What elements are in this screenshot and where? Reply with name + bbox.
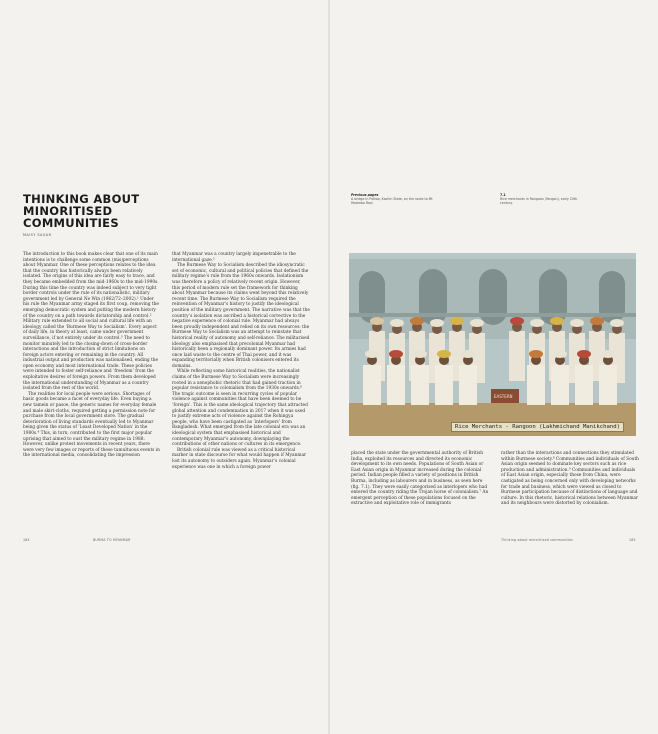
paragraph: The introduction to this book makes clear that one of its main intentions is to challenge some common (mis)perceptions about Myanmar. One of these perceptions relates to the idea that the country has historically always been relatively isolated. The origins of this idea are fairly easy to trace, and they became embedded from the mid-1960s to the mid-1990s. During this time the country was indeed subject to very tight border controls under the rule of its nationalistic, military government led by General Ne Win (1962/72–2002).¹ Under his rule the Myanmar army staged its first coup, removing the emerging democratic system and putting the modern history of the country on a path towards dictatorship and control.² Military rule extended to all social and cultural life with an ideology called the ‘Burmese Way to Socialism’. Every aspect of daily life, in theory at least, came under government surveillance, if not entirely under its control.³ The need to monitor minutely led to the closing-down of cross-border interactions and the introduction of strict limitations on foreign actors entering or remaining in the country. All industrial output and production was nationalised, ending the open economy and most international trade. These policies were intended to foster self-reliance and ‘freedom’ from the exploitative desires of foreign powers. From them developed the international understanding of Myanmar as a country isolated from the rest of the world. <box>23 252 159 392</box>
page-number: 185 <box>629 538 636 542</box>
page-number: 184 <box>23 538 30 542</box>
paragraph: While reflecting some historical realities, the nationalist claims of the Burmese Way to Socialism were increasingly rooted in a xenophobic rhetoric that had gained traction in popular resistance to colonialism from the 1930s onwards.⁶ The tragic outcome is seen in recurring cycles of popular violence against communities that have been deemed to be ‘foreign’. This is the same ideological trajectory that attracted global attention and condemnation in 2017 when it was used to justify extreme acts of violence against the Rohingya people, who have been castigated as ‘interlopers’ from Bangladesh. What emerged from the late colonial era was an ideological system that emphasised historical and contemporary Myanmar’s autonomy, downplaying the contributions of other nations or cultures in its emergence. <box>172 369 308 448</box>
text-column-3 <box>351 451 490 507</box>
caption-text: Rice merchants in Rangoon (Yangon), early 20th century. <box>500 197 578 206</box>
text-column-2 <box>172 252 310 470</box>
title-line: MINORITISED <box>23 204 113 218</box>
text-column-1 <box>23 252 161 459</box>
paragraph: The realities for local people were serious. Shortages of basic goods became a facet of everyday life. Even buying a new tamein or pasoe, the generic names for everyday female and male skirt-cloths, required getting a permission note for purchase from the local government store. The gradual deterioration of living standards eventually led to Myanmar being given the status of ‘Least Developed Nation’ in the 1980s.⁴ This, in turn, contributed to the first major popular uprising that aimed to oust the military regime in 1988. However, unlike protest movements in recent years, there were very few images or reports of these tumultuous events in the international media, consolidating the impression <box>23 391 160 459</box>
right-page <box>329 0 658 734</box>
caption-figure <box>500 193 590 206</box>
caption-heading: 7.1 <box>500 193 506 197</box>
paragraph: The Burmese Way to Socialism described the idiosyncratic set of economic, cultural and political policies that defined the military regime’s rule from the 1960s onwards. Isolationism was therefore a policy of relatively recent origin. However, this period of modern rule set the framework for thinking about Myanmar because its claims went beyond this relatively recent time. The Burmese Way to Socialism required the reinvention of Myanmar’s history to justify the ideological position of the military government. The narrative was that the country’s isolation was ascribed a historical corrective to the negative experience of colonial rule. Myanmar had always been proudly independent and relied on its own resources: the Burmese Way to Socialism was an attempt to reinstate that historical reality of autonomy and self-reliance. The militarised ideology also emphasised that precolonial Myanmar had historically been a regionally dominant power. Its armies had once laid waste to the centre of Thai power, and it was expanding territorially when British colonisers entered its domains. <box>172 263 310 369</box>
paragraph: placed the state under the governmental authority of British India, exploited its resources and directed its economic development to its own needs. Populations of South Asian or East Asian origin in Myanmar increased during the colonial period. Indian people filled a variety of positions in British Burma, including as labourers and in business, as seen here (fig. 7.1). They were easily categorised as interlopers who had entered the country riding the Trojan horse of colonialism.⁷ An emergent perception of these populations focused on the extractive and exploitative role of immigrants <box>351 451 489 507</box>
photo-title-label: Rice Merchants - Rangoon (Lakhmichand Manikchand) <box>451 422 624 432</box>
paragraph: rather than the interactions and connections they stimulated within Burmese society.⁸ Communities and individuals of South Asian origin seemed to dominate key sectors such as rice production and administration.⁹ Communities and individuals of East Asian origin, especially those from China, were castigated as being concerned only with developing networks for trade and business, which were viewed as closed to Burmese participation because of distinctions of language and culture. In this rhetoric, historical relations between Myanmar and its neighbours were distorted by colonialism. <box>501 451 639 507</box>
caption-text: A bridge in Puttao, Kachin State, on the route to Mt Hkakabo Razi. <box>351 197 433 206</box>
text-column-4 <box>501 451 639 507</box>
rice-merchants-photo <box>349 253 636 436</box>
paragraph: British colonial rule was viewed as a critical historical marker in state discourse for what would happen if Myanmar lost its autonomy to outsiders again. Myanmar’s colonial experience was one in which a foreign power <box>172 447 307 470</box>
title-line: THINKING ABOUT <box>23 192 140 206</box>
author-name: MAISY SAGAR <box>23 233 52 237</box>
sign-text: EASTERN <box>494 394 513 399</box>
photo-illustration <box>349 253 636 436</box>
chapter-title <box>23 193 193 229</box>
title-line: COMMUNITIES <box>23 216 119 230</box>
caption-previous-pages <box>351 193 441 206</box>
caption-heading: Previous pages <box>351 193 379 197</box>
paragraph: that Myanmar was a country largely impenetrable to the international gaze.⁵ <box>172 252 296 263</box>
running-head: BURMA TO MYANMAR <box>93 538 131 542</box>
running-head: Thinking about minoritised communities <box>501 538 574 542</box>
